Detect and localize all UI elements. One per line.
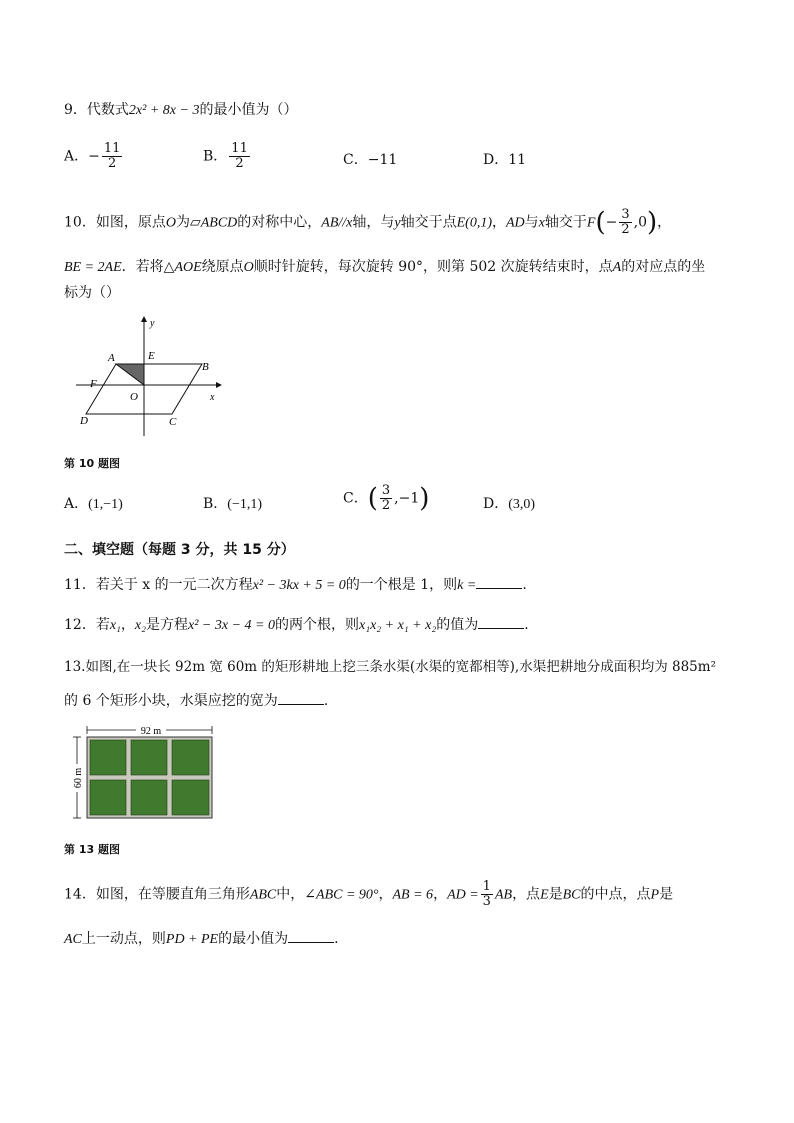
field-plot [90, 780, 126, 815]
label-b: B [202, 361, 209, 373]
question-14-line-1: 14．如图，在等腰直角三角形ABC中，∠ABC = 90°，AB = 6，AD = $\frac{1}{3}$ AB，点E是BC的中点，点P是 [64, 879, 674, 909]
q10-option-a[interactable]: A．(1,−1) [64, 496, 123, 512]
q10-figure-caption: 第 10 题图 [64, 457, 120, 470]
label-o: O [130, 391, 138, 403]
q11-answer-blank[interactable] [476, 574, 522, 589]
q9-option-c[interactable]: C．−11 [343, 152, 398, 168]
question-13-line-1: 13.如图,在一块长 92m 宽 60m 的矩形耕地上挖三条水渠(水渠的宽都相等),水渠把耕地分成面积均为 885m² [64, 659, 716, 675]
question-11: 11．若关于 x 的一元二次方程x² − 3kx + 5 = 0的一个根是 1，则k = . [64, 574, 527, 596]
height-label: 60 m [73, 767, 84, 789]
q14-answer-blank[interactable] [288, 928, 334, 943]
y-axis-arrow [141, 316, 147, 322]
q10-coordinate-figure [70, 312, 230, 442]
field-plot [90, 740, 126, 775]
label-c: C [169, 416, 177, 428]
q9-a-fraction: $\frac{11}{2}$ [103, 141, 121, 171]
q10-option-b[interactable]: B．(−1,1) [203, 496, 263, 512]
label-a: A [108, 352, 115, 364]
x-axis-arrow [216, 382, 222, 388]
label-f: F [90, 378, 97, 390]
section-2-title: 二、填空题（每题 3 分，共 15 分） [64, 542, 295, 558]
q13-answer-blank[interactable] [278, 690, 324, 705]
q13-field-figure [70, 720, 220, 825]
question-10-line-3: 标为（） [64, 285, 120, 301]
q9-option-d[interactable]: D．11 [483, 152, 527, 168]
q9-option-a[interactable]: A．− $\frac{11}{2}$ [64, 141, 121, 171]
label-e: E [148, 350, 155, 362]
q9-option-b[interactable]: B． $\frac{11}{2}$ [203, 141, 248, 171]
width-label: 92 m [140, 726, 162, 737]
q10-c-fraction: $\frac{3}{2}$ [381, 483, 391, 513]
q12-answer-blank[interactable] [478, 614, 524, 629]
field-plot [172, 780, 209, 815]
field-plot [172, 740, 209, 775]
label-y: y [150, 318, 155, 329]
question-14-line-2: AC上一动点，则PD + PE的最小值为 . [64, 928, 339, 950]
label-d: D [80, 415, 88, 427]
question-12: 12．若x₁，x₂是方程x² − 3x − 4 = 0的两个根，则x₁x₂ + x₁ + x₂的值为 . [64, 614, 529, 636]
q13-figure-caption: 第 13 题图 [64, 843, 120, 856]
q10-f-fraction: $\frac{3}{2}$ [621, 207, 630, 237]
field-plot [131, 780, 167, 815]
triangle-aoe [116, 364, 144, 385]
q9-expression: 2x² + 8x − 3 [128, 103, 200, 118]
q14-fraction: $\frac{1}{3}$ [482, 879, 491, 909]
question-10-line-1: 10．如图，原点O为▱ABCD的对称中心，AB//x轴，与y轴交于点E(0,1)，AD与x轴交于F(− $\frac{3}{2}$ ,0)， [64, 207, 672, 238]
label-x: x [210, 392, 215, 403]
q9-b-fraction: $\frac{11}{2}$ [231, 141, 248, 171]
question-9: 9．代数式2x² + 8x − 3的最小值为（） [64, 102, 298, 118]
field-plot [131, 740, 167, 775]
question-10-line-2: BE = 2AE．若将△AOE绕原点O顺时针旋转，每次旋转 90°，则第 502 次旋转结束时，点A的对应点的坐 [64, 259, 706, 275]
q10-option-c[interactable]: C．( $\frac{3}{2}$ ,−1) [343, 483, 430, 514]
question-13-line-2: 的 6 个矩形小块，水渠应挖的宽为 . [64, 690, 328, 711]
q10-option-d[interactable]: D．(3,0) [483, 496, 536, 512]
